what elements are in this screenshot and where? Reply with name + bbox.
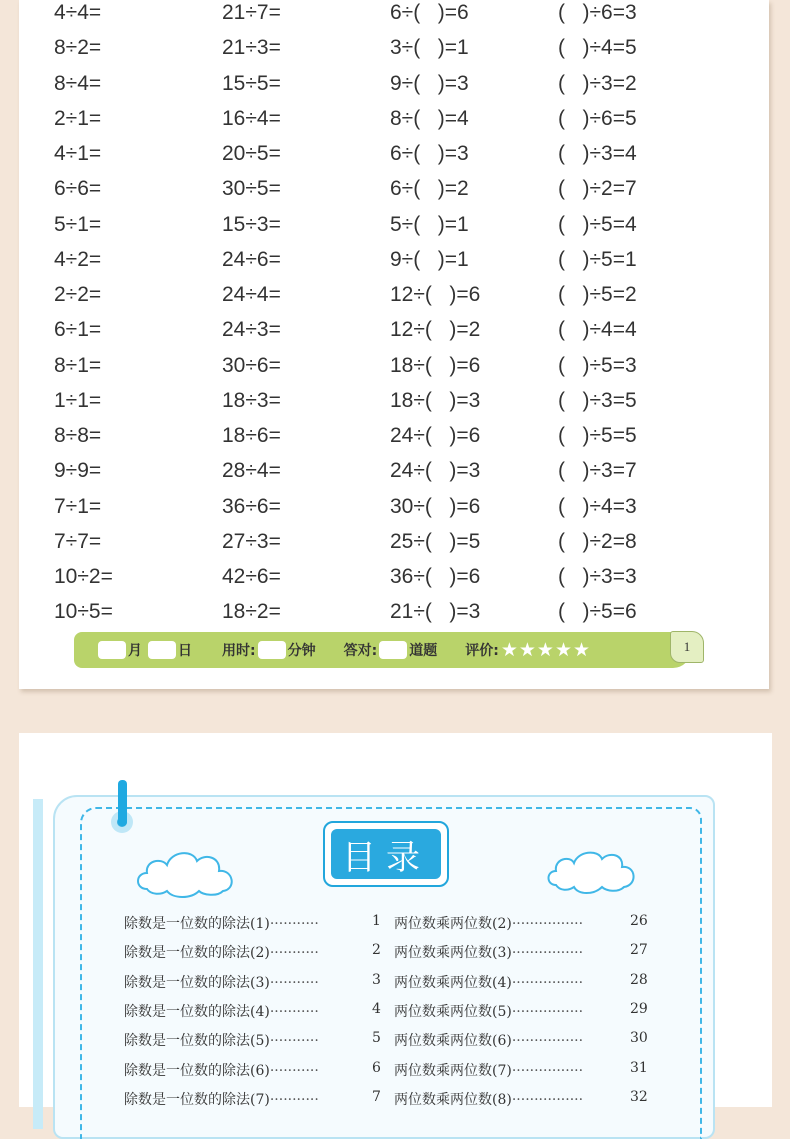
toc-entry[interactable] bbox=[124, 913, 384, 935]
problem-cell: 24÷4= bbox=[222, 283, 281, 306]
toc-leader-dots: ··········· bbox=[269, 974, 319, 991]
toc-page-number: 26 bbox=[630, 913, 648, 929]
toc-label: 除数是一位数的除法(4) bbox=[124, 1003, 270, 1020]
star-icon[interactable]: ★ bbox=[500, 638, 518, 661]
toc-label: 除数是一位数的除法(6) bbox=[124, 1062, 270, 1079]
problem-cell: 8÷( )=4 bbox=[390, 106, 469, 130]
toc-page-number: 4 bbox=[372, 1000, 381, 1017]
problem-row bbox=[19, 599, 769, 634]
problem-cell: 10÷5= bbox=[54, 600, 113, 624]
problem-row bbox=[19, 247, 769, 282]
problem-cell: ( )÷3=5 bbox=[558, 388, 637, 412]
toc-entry[interactable] bbox=[394, 972, 654, 994]
toc-entry[interactable] bbox=[124, 942, 384, 964]
correct-label: 答对: bbox=[343, 643, 378, 659]
problem-row bbox=[19, 106, 769, 141]
problem-cell: ( )÷4=5 bbox=[558, 36, 637, 60]
problem-cell: 4÷1= bbox=[54, 142, 102, 165]
problem-cell: ( )÷5=5 bbox=[558, 424, 637, 447]
problem-cell: 15÷5= bbox=[222, 71, 281, 95]
problem-cell: 27÷3= bbox=[222, 529, 281, 553]
toc-label: 除数是一位数的除法(7) bbox=[124, 1091, 270, 1108]
toc-entry[interactable] bbox=[394, 942, 654, 964]
problem-cell: 5÷( )=1 bbox=[390, 212, 469, 236]
cloud-icon-left bbox=[133, 845, 243, 899]
problem-cell: 42÷6= bbox=[222, 565, 281, 588]
toc-entry[interactable] bbox=[124, 1089, 384, 1111]
toc-page-number: 2 bbox=[372, 942, 381, 959]
toc-label: 除数是一位数的除法(3) bbox=[124, 974, 270, 991]
problem-cell: 6÷( )=3 bbox=[390, 142, 469, 165]
problem-cell: 18÷( )=3 bbox=[390, 388, 481, 412]
toc-entry[interactable] bbox=[124, 1001, 384, 1023]
toc-leader-dots: ················ bbox=[511, 1091, 584, 1108]
problem-row bbox=[19, 494, 769, 529]
problem-cell: ( )÷3=7 bbox=[558, 459, 637, 483]
toc-entry[interactable] bbox=[394, 1060, 654, 1082]
toc-page-number: 30 bbox=[630, 1030, 648, 1047]
toc-page-number: 1 bbox=[372, 913, 381, 929]
board-edge bbox=[33, 799, 43, 1129]
minutes-label: 分钟 bbox=[287, 643, 316, 659]
problem-cell: 24÷6= bbox=[222, 247, 281, 271]
correct-field bbox=[344, 640, 438, 660]
toc-entry[interactable] bbox=[394, 1030, 654, 1052]
toc-leader-dots: ················ bbox=[511, 1062, 584, 1079]
problem-cell: 36÷6= bbox=[222, 494, 281, 518]
problem-cell: ( )÷5=2 bbox=[558, 283, 637, 306]
star-icon[interactable]: ★ bbox=[536, 638, 554, 661]
toc-label: 除数是一位数的除法(5) bbox=[124, 1033, 270, 1050]
problem-cell: 28÷4= bbox=[222, 459, 281, 483]
contents-page bbox=[19, 733, 772, 1107]
correct-box[interactable] bbox=[379, 641, 407, 659]
problem-row bbox=[19, 529, 769, 564]
toc-entry[interactable] bbox=[124, 972, 384, 994]
problem-cell: 6÷1= bbox=[54, 318, 102, 342]
problem-row bbox=[19, 458, 769, 493]
problem-cell: 21÷7= bbox=[222, 1, 281, 24]
problem-cell: 8÷8= bbox=[54, 424, 102, 447]
page-number: 1 bbox=[670, 631, 704, 663]
rating-stars bbox=[500, 638, 591, 661]
problem-cell: ( )÷5=4 bbox=[558, 212, 637, 236]
problem-cell: 8÷4= bbox=[54, 71, 102, 95]
problem-cell: ( )÷5=3 bbox=[558, 353, 637, 377]
time-label: 用时: bbox=[222, 643, 256, 659]
problem-cell: 30÷( )=6 bbox=[390, 494, 481, 518]
toc-leader-dots: ··········· bbox=[269, 1062, 319, 1079]
date-field bbox=[96, 640, 192, 660]
toc-label: 两位数乘两位数(2) bbox=[394, 916, 512, 932]
toc-label: 两位数乘两位数(3) bbox=[394, 945, 512, 962]
problem-cell: 24÷( )=3 bbox=[390, 459, 481, 483]
problem-cell: ( )÷2=7 bbox=[558, 177, 637, 201]
problem-cell: ( )÷4=3 bbox=[558, 494, 637, 518]
toc-label: 两位数乘两位数(6) bbox=[394, 1033, 512, 1050]
toc-label: 两位数乘两位数(4) bbox=[394, 974, 512, 991]
problem-cell: 15÷3= bbox=[222, 212, 281, 236]
problem-cell: 25÷( )=5 bbox=[390, 529, 481, 553]
toc-label: 两位数乘两位数(8) bbox=[394, 1091, 512, 1108]
problem-cell: 4÷2= bbox=[54, 247, 102, 271]
problem-row bbox=[19, 141, 769, 176]
problem-cell: 18÷( )=6 bbox=[390, 353, 481, 377]
problem-cell: 16÷4= bbox=[222, 106, 281, 130]
toc-leader-dots: ··········· bbox=[269, 1003, 319, 1020]
toc-leader-dots: ················ bbox=[511, 974, 584, 991]
star-icon[interactable]: ★ bbox=[573, 638, 591, 661]
toc-page-number: 5 bbox=[372, 1030, 381, 1047]
pin-icon bbox=[118, 780, 127, 826]
problem-cell: 10÷2= bbox=[54, 565, 113, 588]
problem-cell: ( )÷3=4 bbox=[558, 142, 637, 165]
toc-entry[interactable] bbox=[394, 1001, 654, 1023]
problem-row bbox=[19, 388, 769, 423]
toc-page-number: 31 bbox=[630, 1059, 648, 1076]
toc-leader-dots: ················ bbox=[511, 945, 584, 962]
problem-cell: 4÷4= bbox=[54, 1, 102, 24]
problem-cell: 21÷3= bbox=[222, 36, 281, 60]
problem-cell: 20÷5= bbox=[222, 142, 281, 165]
month-box[interactable] bbox=[98, 641, 126, 659]
problem-row bbox=[19, 212, 769, 247]
toc-label: 两位数乘两位数(5) bbox=[394, 1003, 512, 1020]
problem-cell: 24÷( )=6 bbox=[390, 424, 481, 447]
toc-leader-dots: ················ bbox=[511, 916, 584, 932]
star-icon[interactable]: ★ bbox=[554, 638, 573, 661]
problem-row bbox=[19, 35, 769, 70]
problem-cell: 5÷1= bbox=[54, 212, 102, 236]
toc-page-number: 3 bbox=[372, 971, 381, 988]
problem-cell: ( )÷4=4 bbox=[558, 318, 637, 342]
questions-label: 道题 bbox=[409, 643, 438, 659]
problem-cell: 8÷2= bbox=[54, 36, 102, 60]
day-box[interactable] bbox=[148, 641, 176, 659]
problem-row bbox=[19, 353, 769, 388]
toc-page-number: 27 bbox=[630, 942, 648, 959]
record-bar bbox=[74, 632, 691, 668]
month-label: 月 bbox=[128, 643, 142, 659]
problem-cell: 6÷( )=6 bbox=[390, 1, 469, 24]
problem-cell: ( )÷6=5 bbox=[558, 106, 637, 130]
problem-cell: 30÷5= bbox=[222, 177, 281, 201]
time-box[interactable] bbox=[258, 641, 286, 659]
toc-leader-dots: ··········· bbox=[269, 945, 319, 962]
toc-page-number: 7 bbox=[372, 1088, 381, 1105]
problem-cell: 36÷( )=6 bbox=[390, 565, 481, 588]
toc-leader-dots: ················ bbox=[511, 1003, 584, 1020]
toc-leader-dots: ··········· bbox=[269, 1091, 319, 1108]
toc-label: 除数是一位数的除法(1) bbox=[124, 916, 270, 932]
toc-entry[interactable] bbox=[394, 913, 654, 935]
time-field bbox=[222, 640, 316, 660]
problem-cell: 6÷6= bbox=[54, 177, 102, 201]
problem-cell: 18÷3= bbox=[222, 388, 281, 412]
problem-cell: ( )÷3=3 bbox=[558, 565, 637, 588]
problem-cell: 2÷2= bbox=[54, 283, 102, 306]
toc-page-number: 32 bbox=[630, 1088, 648, 1105]
problem-cell: ( )÷5=1 bbox=[558, 247, 637, 271]
toc-label: 两位数乘两位数(7) bbox=[394, 1062, 512, 1079]
toc-leader-dots: ················ bbox=[511, 1033, 584, 1050]
problem-cell: 8÷1= bbox=[54, 353, 102, 377]
problem-cell: ( )÷2=8 bbox=[558, 529, 637, 553]
toc-entry[interactable] bbox=[124, 1060, 384, 1082]
problem-cell: 24÷3= bbox=[222, 318, 281, 342]
toc-leader-dots: ··········· bbox=[269, 1033, 319, 1050]
problem-row bbox=[19, 317, 769, 352]
problem-row bbox=[19, 564, 769, 599]
problem-cell: 9÷9= bbox=[54, 459, 102, 483]
problem-cell: 21÷( )=3 bbox=[390, 600, 481, 624]
problem-cell: 18÷6= bbox=[222, 424, 281, 447]
problem-cell: 9÷( )=3 bbox=[390, 71, 469, 95]
problem-cell: 3÷( )=1 bbox=[390, 36, 469, 60]
problem-cell: 30÷6= bbox=[222, 353, 281, 377]
worksheet-page bbox=[19, 0, 769, 689]
rating-field bbox=[465, 640, 591, 660]
problem-cell: ( )÷6=3 bbox=[558, 1, 637, 24]
problem-cell: 12÷( )=2 bbox=[390, 318, 481, 342]
problem-row bbox=[19, 282, 769, 317]
problem-cell: 18÷2= bbox=[222, 600, 281, 624]
toc-entry[interactable] bbox=[124, 1030, 384, 1052]
problem-cell: 12÷( )=6 bbox=[390, 283, 481, 306]
problem-row bbox=[19, 0, 769, 35]
toc-leader-dots: ··········· bbox=[269, 916, 319, 932]
problem-cell: ( )÷3=2 bbox=[558, 71, 637, 95]
problem-row bbox=[19, 176, 769, 211]
toc-page-number: 29 bbox=[630, 1000, 648, 1017]
contents-title-frame bbox=[323, 821, 449, 887]
problem-row bbox=[19, 423, 769, 458]
problem-cell: 7÷7= bbox=[54, 529, 102, 553]
toc-page-number: 6 bbox=[372, 1059, 381, 1076]
problem-cell: ( )÷5=6 bbox=[558, 600, 637, 624]
cloud-icon-right bbox=[544, 845, 640, 895]
problem-cell: 2÷1= bbox=[54, 106, 102, 130]
contents-title: 目录 bbox=[331, 829, 441, 879]
problem-row bbox=[19, 71, 769, 106]
toc-page-number: 28 bbox=[630, 971, 648, 988]
problem-cell: 9÷( )=1 bbox=[390, 247, 469, 271]
toc-label: 除数是一位数的除法(2) bbox=[124, 945, 270, 962]
problem-cell: 1÷1= bbox=[54, 388, 102, 412]
day-label: 日 bbox=[178, 643, 192, 659]
problem-cell: 7÷1= bbox=[54, 494, 102, 518]
star-icon[interactable]: ★ bbox=[518, 638, 536, 661]
rating-label: 评价: bbox=[465, 643, 499, 659]
toc-entry[interactable] bbox=[394, 1089, 654, 1111]
problem-cell: 6÷( )=2 bbox=[390, 177, 469, 201]
